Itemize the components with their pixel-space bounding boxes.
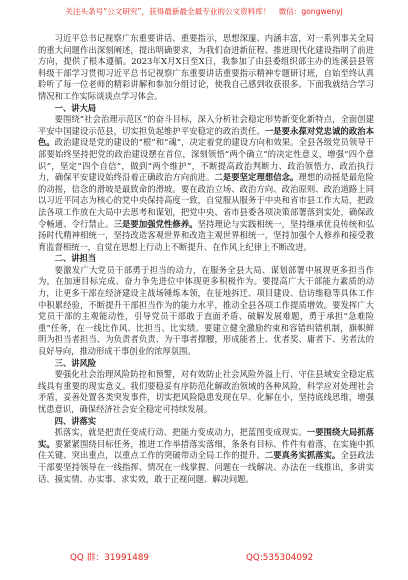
intro-paragraph: 习近平总书记视察广东重要讲话、重要指示，思想深邃、内涵丰富，对一系列事关全局的重大问题作出深刻阐述，提出明确要求，为我们奋进新征程、推进现代化建设指明了前进方向，提供了根本遵循。2023年X月X日至X日，我参加了由县委组织部主办的连溪县县管科级干部学习贯彻习近平总书记视察广东重要讲话重要指示精神专题研讨班，自始至终认真聆听了每一位老师的精彩讲解和参加分组讨论，使我自己感到收获很多。下面我就结合学习情况和工作实际谈谈点学习体会。 (38, 33, 374, 101)
paragraph-text: 理想的动摇是最危险的动摇，信念的滑坡是最致命的滑坡。要在政治立场、政治方向、政治原则、政治道路上同以习近平同志为核心的党中央保持高度一致，自觉服从服务于中央和省市县工作大局，把政法各项工作放在大局中去思考和谋划，把党中央、省市县委各项决策部署落到实处，确保政令畅通、令行禁止。 (38, 172, 374, 229)
contact-footer (0, 551, 408, 565)
qq-contact-number: QQ:535304092 (246, 553, 314, 563)
paragraph-text: 要强化社会治理风险防控和预警，对有效防止社会风险外溢上行、守住县域安全稳定底线具有重要的现实意义。我们要稳妥有序防范化解政治领域的各种风险，科学应对处理社会矛盾，妥善处置各类突发事件，切实把风险隐患发现在早、化解在小，坚持底线思维，增强忧患意识，确保经济社会安全稳定可持续发展。 (38, 369, 374, 414)
bold-lead-sentence: 二是要坚定理想信念。 (214, 172, 299, 183)
section-heading-implementation: 四、讲落实 (54, 415, 97, 426)
qq-group-number: QQ 群：31991489 (70, 553, 150, 563)
paragraph-text: 坚持理论与实践相统一，坚持继承优良传统和弘扬时代精神相统一，坚持改造客观世界和改造主观世界相统一，坚持加强个人修养和接受教育监督相统一，自觉在思想上行动上不断提升、在作风上纪律上不断改进。 (38, 218, 374, 252)
promo-banner (20, 6, 388, 17)
paragraph-text: 要围绕“社会治理示范区”的奋斗目标，深入分析社会稳定形势新变化新特点，全面创建平安中国建设示范县，切实担负起维护平安稳定的政治责任。 (38, 114, 374, 136)
section-paragraph-responsibility (38, 265, 374, 358)
paragraph-text: 要紧紧围绕目标任务，推进工作举措落实落细，条条有目标、件件有着落，在实施中抓住关键、突出重点，以重点工作的突破带动全局工作的提升。 (38, 438, 374, 461)
paragraph-text: 要激发广大党员干部勇于担当的动力，在服务全县大局、谋划部署中展现更多担当作为，在加速目标完成、奋力争先进位中体现更多积极作为。要提高广大干部能力素质的动力，让更多干部在经济建设主战场锤炼本领，在征地拆迁、项目建设、信访维稳等具体工作中积累经验，不断提升干部担当作为的能力水平，推动全县各项工作提质增效。要发挥广大党员干部的主观能动性，引导党员干部敢于直面矛盾、破解发展难题，勇于承担“急难险重”任务，在一线比作风、比担当、比实绩。要建立健全激励约束和容错纠错机制，旗帜鲜明为担当者担当、为负责者负责、为干事者撑腰，形成能者上、优者奖、庸者下、劣者汰的良好导向，推动形成干事创业的浓厚氛围。 (38, 264, 374, 357)
section-paragraph-implementation (38, 427, 374, 485)
section-heading-risk: 三、讲风险 (54, 357, 97, 368)
paragraph-text: 全县政法干部要坚持领导在一线指挥、情况在一线掌握、问题在一线解决、办法在一线推出，多讲实话、摸实情、办实事、求实效，敢于正视问题、解决问题。 (38, 450, 374, 484)
section-paragraph-risk (38, 369, 374, 415)
promo-banner-text: 关注头条号“公文研究”，获得最新最全最专业的公文资料库！ (65, 7, 271, 16)
document-body (38, 33, 374, 545)
bold-lead-sentence: 三是要加强党性修养。 (113, 218, 198, 229)
bold-lead-sentence: 二要真务实抓落实。 (264, 450, 341, 461)
section-heading-responsibility: 二、讲担当 (54, 253, 97, 264)
wechat-id: 微信：gongwenyj (278, 7, 343, 16)
bold-lead-sentence: 一要围绕大局抓落实。 (38, 427, 374, 449)
bold-lead-sentence: 一是要永葆对党忠诚的政治本色。 (38, 125, 374, 148)
section-paragraph-overall-situation (38, 114, 374, 253)
section-heading-overall-situation: 一、讲大局 (54, 102, 97, 113)
paragraph-text: 政治建设是党的建设的“根”和“魂”，决定着党的建设方向和效果。全县各级党员领导干部要始终坚持把党的政治建设摆在首位，深刻领悟“两个确立”的决定性意义，增强“四个意识”，坚定“四个自信”，做到“两个维护”，不断提高政治判断力、政治领悟力、政治执行力，确保平安建设始终沿着正确政治方向前进。 (38, 137, 374, 183)
paragraph-text: 抓落实，就是把责任变成行动、把能力变成动力，把蓝图变成现实。 (54, 427, 307, 438)
